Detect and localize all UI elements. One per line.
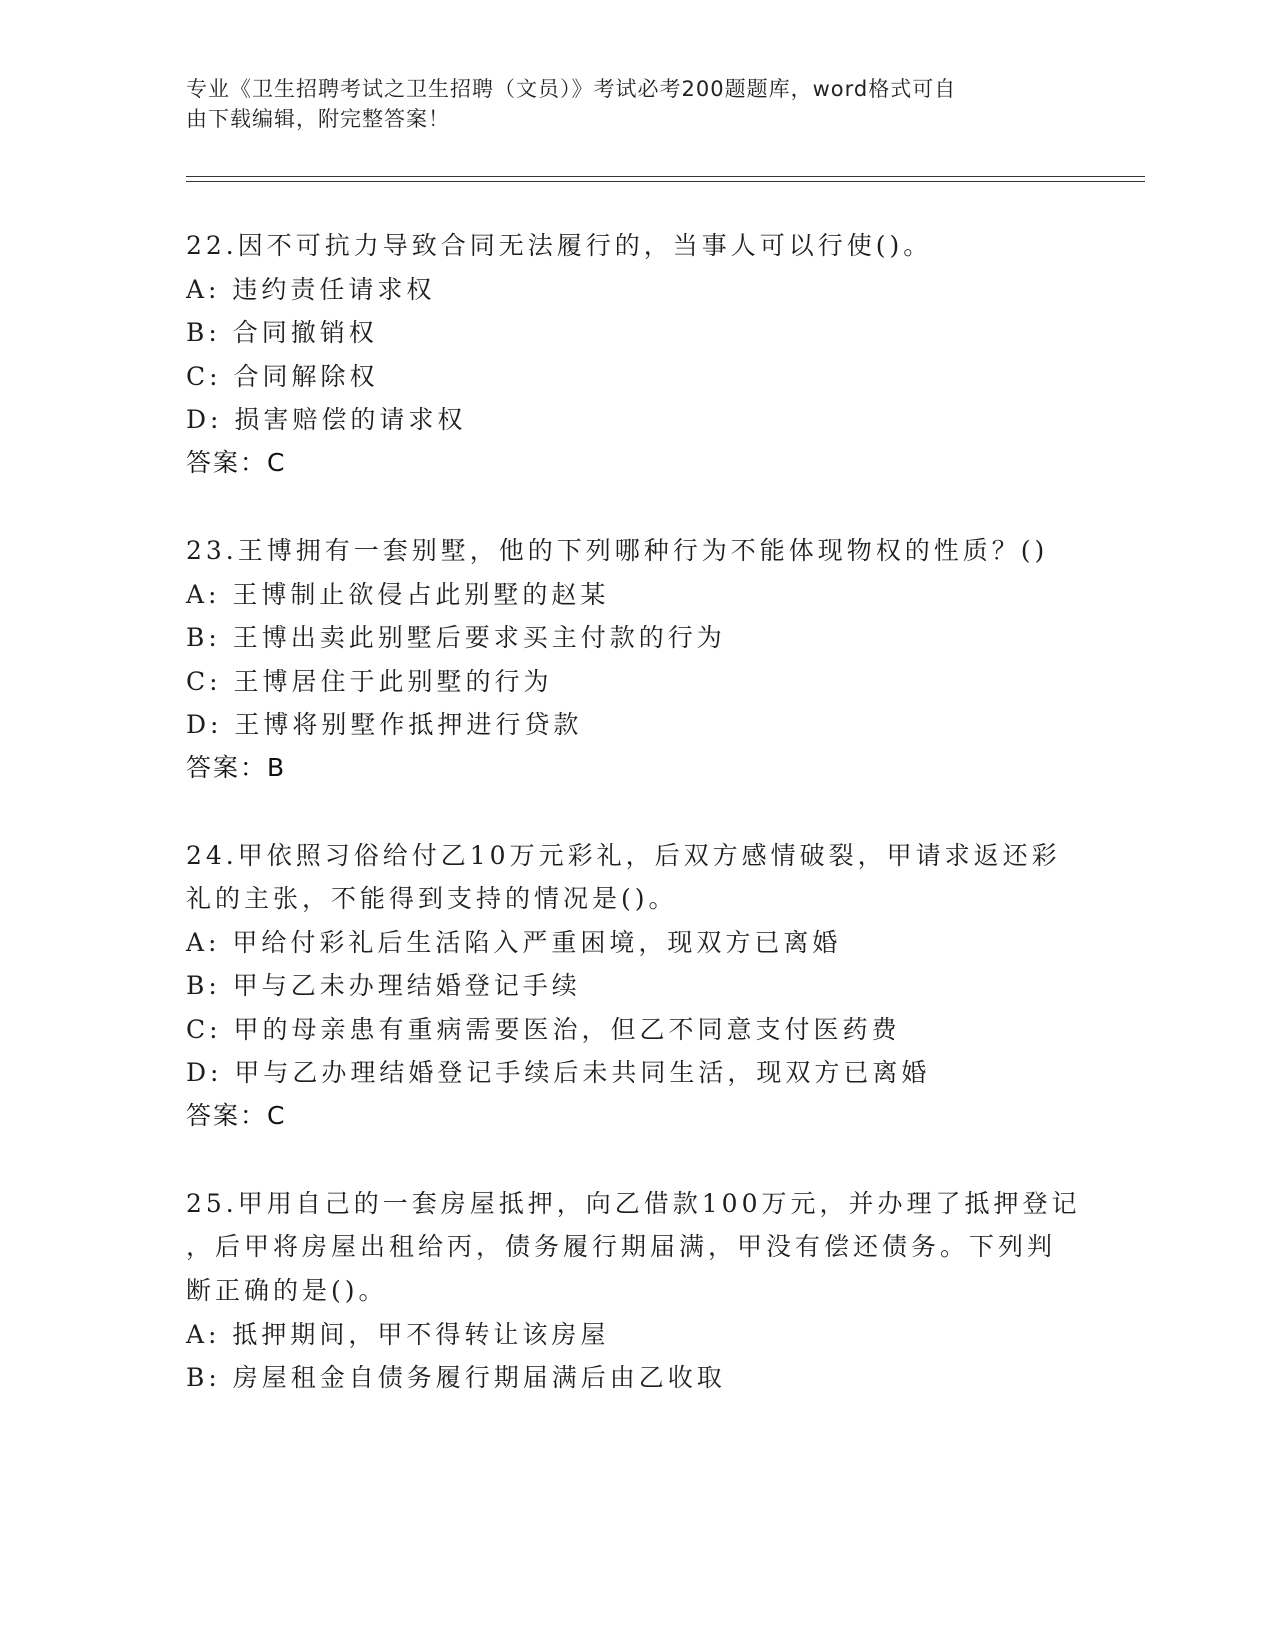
question-25-option-b: B: 房屋租金自债务履行期届满后由乙收取 xyxy=(186,1363,726,1392)
question-24-option-a: A: 甲给付彩礼后生活陷入严重困境，现双方已离婚 xyxy=(186,928,842,957)
question-25-option-a: A: 抵押期间，甲不得转让该房屋 xyxy=(186,1320,610,1349)
question-22-stem: 22.因不可抗力导致合同无法履行的，当事人可以行使()。 xyxy=(186,231,933,260)
question-24-option-d: D: 甲与乙办理结婚登记手续后未共同生活，现双方已离婚 xyxy=(186,1058,931,1087)
header-line-1: 专业《卫生招聘考试之卫生招聘（文员）》考试必考200题题库，word格式可自 xyxy=(186,77,957,101)
question-24-option-c: C: 甲的母亲患有重病需要医治，但乙不同意支付医药费 xyxy=(186,1015,901,1044)
document-header xyxy=(186,74,1086,134)
question-24-stem-line-1: 24.甲依照习俗给付乙10万元彩礼，后双方感情破裂，甲请求返还彩 xyxy=(186,841,1061,870)
question-25-stem-line-1: 25.甲用自己的一套房屋抵押，向乙借款100万元，并办理了抵押登记 xyxy=(186,1189,1081,1218)
question-24-option-b: B: 甲与乙未办理结婚登记手续 xyxy=(186,971,581,1000)
question-23-stem: 23.王博拥有一套别墅，他的下列哪种行为不能体现物权的性质？() xyxy=(186,536,1049,565)
question-23-option-b: B: 王博出卖此别墅后要求买主付款的行为 xyxy=(186,623,726,652)
header-divider-top xyxy=(186,176,1145,177)
question-22-option-b: B: 合同撤销权 xyxy=(186,318,378,347)
question-22-answer: 答案：C xyxy=(186,448,287,477)
header-divider-bottom xyxy=(186,181,1145,182)
question-25-stem-line-3: 断正确的是()。 xyxy=(186,1276,388,1305)
question-22-option-d: D: 损害赔偿的请求权 xyxy=(186,405,467,434)
header-line-2: 由下载编辑，附完整答案！ xyxy=(186,107,450,131)
question-23-option-a: A: 王博制止欲侵占此别墅的赵某 xyxy=(186,580,610,609)
question-22-option-c: C: 合同解除权 xyxy=(186,362,379,391)
question-25-stem-line-2: ，后甲将房屋出租给丙，债务履行期届满，甲没有偿还债务。下列判 xyxy=(186,1232,1057,1261)
question-23-answer: 答案：B xyxy=(186,753,287,782)
question-24-answer: 答案：C xyxy=(186,1101,287,1130)
question-23-option-d: D: 王博将别墅作抵押进行贷款 xyxy=(186,710,583,739)
question-23-option-c: C: 王博居住于此别墅的行为 xyxy=(186,667,553,696)
question-24-stem-line-2: 礼的主张，不能得到支持的情况是()。 xyxy=(186,884,678,913)
question-22-option-a: A: 违约责任请求权 xyxy=(186,275,436,304)
